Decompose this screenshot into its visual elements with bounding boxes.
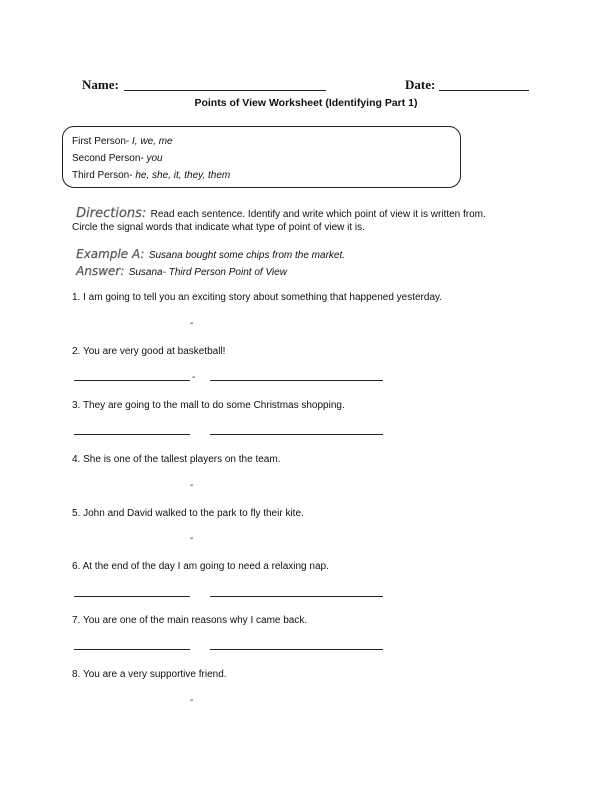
answer-line-7b[interactable] — [210, 649, 383, 650]
example-label: Example A: — [76, 247, 145, 261]
answer-line-7a[interactable] — [74, 649, 190, 650]
pov-reference-box — [62, 126, 461, 188]
answer-row — [76, 262, 287, 280]
answer-text: Susana- Third Person Point of View — [128, 267, 287, 278]
directions-line-1 — [76, 204, 486, 222]
answer-dash-5: - — [190, 533, 194, 544]
question-7: 7. You are one of the main reasons why I came back. — [72, 615, 308, 626]
answer-line-2a[interactable] — [74, 380, 190, 381]
first-person-row — [72, 136, 173, 147]
date-label: Date: — [405, 77, 436, 92]
answer-line-6a[interactable] — [74, 596, 190, 597]
directions-text-1: Read each sentence. Identify and write which point of view it is written from. — [150, 209, 486, 220]
question-6: 6. At the end of the day I am going to need a relaxing nap. — [72, 561, 329, 572]
question-5: 5. John and David walked to the park to fly their kite. — [72, 508, 304, 519]
third-person-row — [72, 170, 230, 181]
answer-line-1a[interactable] — [74, 329, 190, 330]
example-row — [76, 245, 345, 263]
answer-label: Answer: — [76, 264, 125, 278]
answer-line-6b[interactable] — [210, 596, 383, 597]
directions-text-2: Circle the signal words that indicate what type of point of view it is. — [72, 222, 365, 233]
question-4: 4. She is one of the tallest players on the team. — [72, 454, 281, 465]
answer-line-3a[interactable] — [74, 434, 190, 435]
answer-dash-1: - — [190, 318, 194, 329]
answer-dash-2: - — [192, 372, 196, 383]
name-field-line[interactable] — [124, 90, 326, 91]
second-person-label: Second Person- — [72, 153, 144, 164]
name-label: Name: — [82, 77, 119, 92]
answer-line-2b[interactable] — [210, 380, 383, 381]
third-person-words: he, she, it, they, them — [135, 170, 231, 181]
example-text: Susana bought some chips from the market. — [148, 250, 346, 261]
second-person-words: you — [146, 153, 163, 164]
question-1: 1. I am going to tell you an exciting story about something that happened yesterday. — [72, 292, 443, 303]
first-person-label: First Person- — [72, 136, 130, 147]
question-2: 2. You are very good at basketball! — [72, 346, 226, 357]
answer-dash-8: - — [190, 695, 194, 706]
worksheet-title: Points of View Worksheet (Identifying Part 1) — [194, 97, 418, 109]
answer-dash-4: - — [190, 480, 194, 491]
question-3: 3. They are going to the mall to do some Christmas shopping. — [72, 400, 345, 411]
second-person-row — [72, 153, 163, 164]
third-person-label: Third Person- — [72, 170, 133, 181]
question-8: 8. You are a very supportive friend. — [72, 669, 227, 680]
date-field-line[interactable] — [439, 90, 529, 91]
first-person-words: I, we, me — [132, 136, 173, 147]
answer-line-3b[interactable] — [210, 434, 383, 435]
directions-label: Directions: — [76, 206, 147, 221]
